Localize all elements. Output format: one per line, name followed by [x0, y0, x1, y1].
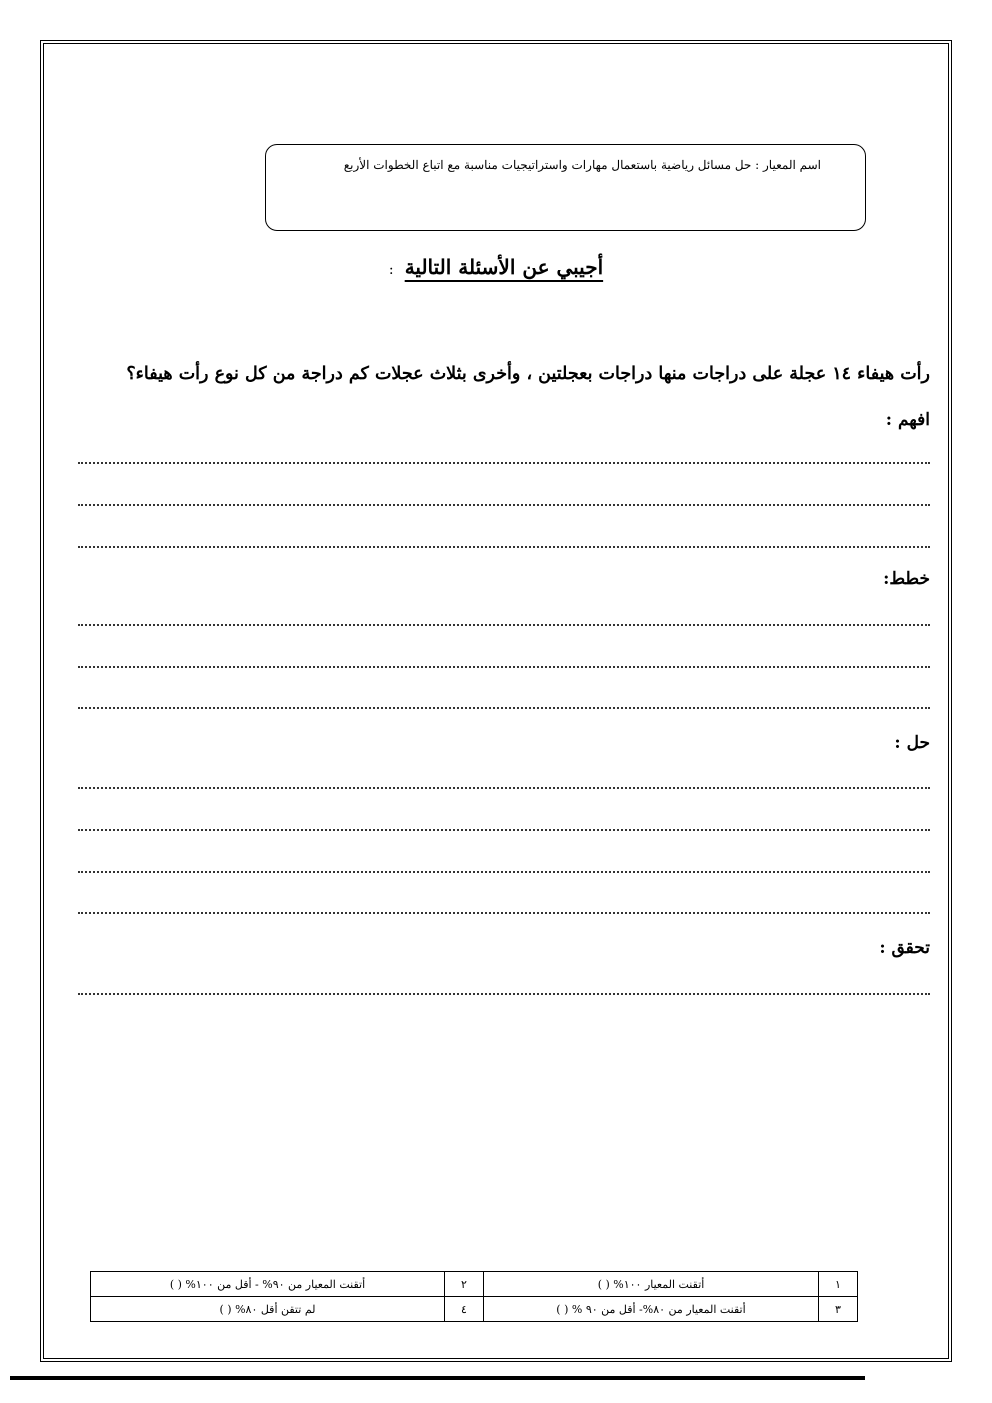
rubric-number: ٣: [819, 1297, 858, 1322]
answer-line[interactable]: [78, 624, 930, 626]
rubric-number: ٤: [445, 1297, 484, 1322]
step-understand-label: افهم :: [885, 410, 930, 430]
rubric-number: ٢: [445, 1272, 484, 1297]
step-check-label: تحقق :: [879, 938, 930, 958]
mastery-rubric-table: [90, 1271, 858, 1322]
bottom-rule: [10, 1376, 865, 1380]
answer-line[interactable]: [78, 829, 930, 831]
rubric-level: أتقنت المعيار من ٩٠% - أقل من ١٠٠% ( ): [91, 1272, 445, 1297]
table-row: [91, 1297, 858, 1322]
question-text: رأت هيفاء ١٤ عجلة على دراجات منها دراجات بعجلتين ، وأخرى بثلاث عجلات كم دراجة من كل نوع رأت هيفاء؟: [126, 364, 930, 384]
answer-line[interactable]: [78, 666, 930, 668]
answer-line[interactable]: [78, 462, 930, 464]
table-row: [91, 1272, 858, 1297]
rubric-level: أتقنت المعيار ١٠٠% ( ): [484, 1272, 819, 1297]
answer-line[interactable]: [78, 993, 930, 995]
instructions-colon: :: [388, 262, 394, 278]
rubric-number: ١: [819, 1272, 858, 1297]
instructions-heading: [0, 255, 992, 279]
page-border-inner: [43, 43, 949, 1359]
answer-line[interactable]: [78, 504, 930, 506]
instructions-title: أجيبي عن الأسئلة التالية: [404, 255, 604, 279]
rubric-level: أتقنت المعيار من ٨٠%- أقل من ٩٠ % ( ): [484, 1297, 819, 1322]
step-solve-label: حل :: [894, 733, 930, 753]
standard-name: اسم المعيار : حل مسائل رياضية باستعمال مهارات واستراتيجيات مناسبة مع اتباع الخطوات الأربع: [343, 158, 821, 172]
standard-box: [265, 144, 866, 231]
answer-line[interactable]: [78, 912, 930, 914]
answer-line[interactable]: [78, 871, 930, 873]
answer-line[interactable]: [78, 546, 930, 548]
rubric-level: لم تتقن أقل ٨٠% ( ): [91, 1297, 445, 1322]
answer-line[interactable]: [78, 707, 930, 709]
step-plan-label: خطط:: [883, 569, 930, 589]
answer-line[interactable]: [78, 787, 930, 789]
